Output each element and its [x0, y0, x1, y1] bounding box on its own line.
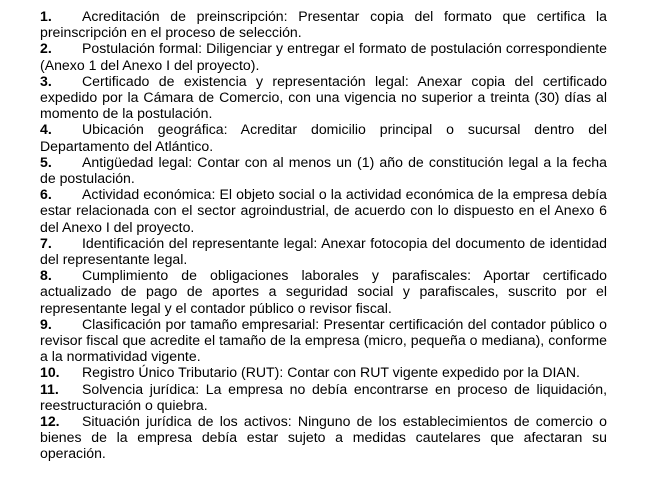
item-text: Certificado de existencia y representación legal: Anexar copia del certificado expedido por la Cámara de Comercio, con una vigencia no superior a treinta (30) días al momento de la postulación.	[40, 72, 607, 122]
list-item	[40, 316, 607, 365]
item-number: 1.	[40, 8, 52, 24]
list-item	[40, 381, 607, 413]
item-number: 9.	[40, 315, 52, 332]
list-item	[40, 154, 607, 186]
list-item	[40, 186, 607, 235]
item-text: Registro Único Tributario (RUT): Contar con RUT vigente expedido por la DIAN.	[82, 364, 580, 381]
list-item	[40, 235, 607, 267]
item-text: Ubicación geográfica: Acreditar domicilio principal o sucursal dentro del Departamento del Atlántico.	[40, 121, 607, 154]
item-number: 4.	[40, 121, 52, 138]
item-number: 7.	[40, 234, 52, 251]
item-number: 12.	[40, 413, 60, 430]
item-text: Antigüedad legal: Contar con al menos un (1) año de constitución legal a la fecha de postulación.	[40, 153, 607, 187]
list-item	[40, 73, 607, 122]
item-number: 8.	[40, 267, 52, 284]
item-text: Acreditación de preinscripción: Presentar copia del formato que certifica la preinscripción en el proceso de selección.	[40, 8, 607, 41]
item-number: 3.	[40, 72, 52, 89]
list-item	[40, 121, 607, 153]
item-number: 11.	[40, 380, 59, 397]
item-text: Postulación formal: Diligenciar y entregar el formato de postulación correspondiente (Anexo 1 del Anexo I del proyecto).	[40, 40, 607, 73]
list-item	[40, 267, 607, 316]
item-text: Cumplimiento de obligaciones laborales y parafiscales: Aportar certificado actualizado de pago de aportes a seguridad social y parafiscales, suscrito por el representante legal y el contador público o revisor fiscal.	[40, 267, 607, 316]
requirements-list	[40, 8, 607, 462]
list-item	[40, 413, 607, 462]
item-text: Identificación del representante legal: Anexar fotocopia del documento de identidad del representante legal.	[40, 234, 607, 268]
item-text: Clasificación por tamaño empresarial: Presentar certificación del contador público o revisor fiscal que acredite el tamaño de la empresa (micro, pequeña o mediana), conforme a la normatividad vigente.	[40, 315, 607, 365]
item-text: Situación jurídica de los activos: Ninguno de los establecimientos de comercio o bienes de la empresa debía estar sujeto a medidas cautelares que afectaran su operación.	[40, 413, 607, 462]
item-text: Solvencia jurídica: La empresa no debía encontrarse en proceso de liquidación, reestructuración o quiebra.	[40, 380, 607, 413]
item-number: 5.	[40, 153, 52, 170]
list-item	[40, 8, 607, 40]
list-item	[40, 40, 607, 72]
item-number: 6.	[40, 186, 52, 203]
list-item	[40, 364, 607, 380]
item-number: 2.	[40, 40, 52, 57]
item-number: 10.	[40, 364, 60, 381]
item-text: Actividad económica: El objeto social o la actividad económica de la empresa debía estar relacionada con el sector agroindustrial, de acuerdo con lo dispuesto en el Anexo 6 del Anexo I del proyecto.	[40, 186, 607, 235]
